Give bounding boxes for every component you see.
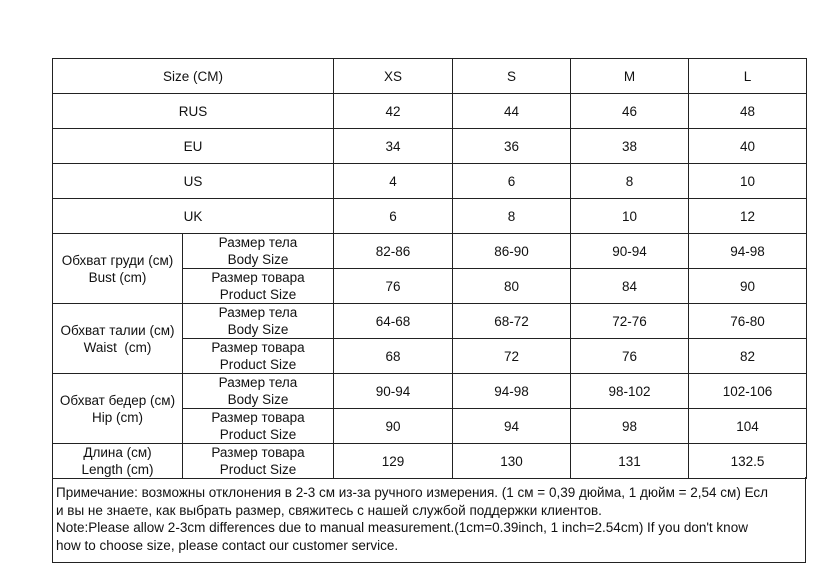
note-line-ru-1: Примечание: возможны отклонения в 2-3 см из-за ручного измерения. (1 см = 0,39 дюйма, 1 дюйм = 2,54 см) Есл [56, 485, 769, 500]
table-cell: 46 [571, 94, 689, 129]
table-cell: 44 [453, 94, 571, 129]
body-size-label-ru: Размер тела [218, 375, 298, 390]
size-label-cell: Size (CM) [53, 59, 334, 94]
table-cell: 132.5 [689, 444, 807, 479]
product-size-label-en: Product Size [219, 287, 297, 302]
waist-label-ru: Обхват талии (см) [60, 322, 175, 338]
body-size-label-en: Body Size [227, 392, 289, 407]
table-cell: 76 [334, 269, 453, 304]
waist-label [53, 304, 183, 374]
body-size-label-en: Body Size [227, 322, 289, 337]
product-size-label [183, 444, 334, 479]
table-cell: 4 [334, 164, 453, 199]
table-cell: 104 [689, 409, 807, 444]
product-size-label-ru: Размер товара [211, 410, 305, 425]
table-cell: 38 [571, 129, 689, 164]
table-cell: 8 [571, 164, 689, 199]
table-row-length-product [53, 444, 807, 479]
table-cell: 68 [334, 339, 453, 374]
table-cell: 64-68 [334, 304, 453, 339]
bust-label-en: Bust (cm) [88, 269, 147, 285]
table-cell: 40 [689, 129, 807, 164]
bust-label-ru: Обхват груди (см) [61, 252, 174, 268]
table-row-uk [53, 199, 807, 234]
table-cell: 90-94 [334, 374, 453, 409]
table-cell: 82 [689, 339, 807, 374]
hip-label-en: Hip (cm) [92, 409, 143, 425]
body-size-label [183, 374, 334, 409]
product-size-label [183, 339, 334, 374]
table-cell: 98-102 [571, 374, 689, 409]
table-cell: 94-98 [453, 374, 571, 409]
length-label-ru: Длина (см) [83, 445, 152, 460]
region-label-rus: RUS [53, 94, 334, 129]
table-row-waist-body [53, 304, 807, 339]
product-size-label-en: Product Size [219, 357, 297, 372]
size-m-header: M [571, 59, 689, 94]
body-size-label [183, 234, 334, 269]
table-cell: 6 [453, 164, 571, 199]
table-cell: 131 [571, 444, 689, 479]
table-row-rus [53, 94, 807, 129]
table-cell: 84 [571, 269, 689, 304]
length-label-en: Length (cm) [81, 462, 154, 477]
table-row-bust-body [53, 234, 807, 269]
table-row-us [53, 164, 807, 199]
product-size-label-en: Product Size [219, 427, 297, 442]
table-cell: 94-98 [689, 234, 807, 269]
body-size-label-en: Body Size [227, 252, 289, 267]
table-cell: 68-72 [453, 304, 571, 339]
length-label [53, 444, 183, 479]
table-cell: 36 [453, 129, 571, 164]
table-cell: 90 [334, 409, 453, 444]
product-size-label-ru: Размер товара [211, 270, 305, 285]
size-l-header: L [689, 59, 807, 94]
table-row-eu [53, 129, 807, 164]
table-cell: 94 [453, 409, 571, 444]
product-size-label-ru: Размер товара [211, 340, 305, 355]
size-xs-header: XS [334, 59, 453, 94]
note-line-en-2: how to choose size, please contact our customer service. [56, 537, 399, 553]
table-cell: 90 [689, 269, 807, 304]
table-cell: 10 [689, 164, 807, 199]
body-size-label-ru: Размер тела [218, 235, 298, 250]
table-cell: 102-106 [689, 374, 807, 409]
hip-label [53, 374, 183, 444]
product-size-label-ru: Размер товара [211, 445, 305, 460]
note-line-en-1: Note:Please allow 2-3cm differences due to manual measurement.(1cm=0.39inch, 1 inch=2.54cm) If you don't know [56, 520, 748, 535]
product-size-label [183, 269, 334, 304]
table-cell: 42 [334, 94, 453, 129]
table-cell: 72-76 [571, 304, 689, 339]
size-s-header: S [453, 59, 571, 94]
measurement-note [52, 477, 806, 563]
product-size-label [183, 409, 334, 444]
table-cell: 98 [571, 409, 689, 444]
table-cell: 80 [453, 269, 571, 304]
table-cell: 34 [334, 129, 453, 164]
table-cell: 86-90 [453, 234, 571, 269]
table-cell: 10 [571, 199, 689, 234]
table-cell: 12 [689, 199, 807, 234]
table-cell: 129 [334, 444, 453, 479]
table-cell: 72 [453, 339, 571, 374]
note-line-ru-2: и вы не знаете, как выбрать размер, свяжитесь с нашей службой поддержки клиентов. [56, 502, 602, 518]
body-size-label [183, 304, 334, 339]
body-size-label-ru: Размер тела [218, 305, 298, 320]
size-chart-table [52, 58, 807, 479]
region-label-uk: UK [53, 199, 334, 234]
table-cell: 8 [453, 199, 571, 234]
table-cell: 90-94 [571, 234, 689, 269]
region-label-us: US [53, 164, 334, 199]
table-cell: 76-80 [689, 304, 807, 339]
hip-label-ru: Обхват бедер (см) [59, 392, 176, 408]
region-label-eu: EU [53, 129, 334, 164]
table-cell: 130 [453, 444, 571, 479]
table-cell: 6 [334, 199, 453, 234]
product-size-label-en: Product Size [219, 462, 297, 477]
table-cell: 76 [571, 339, 689, 374]
table-cell: 48 [689, 94, 807, 129]
table-row-hip-body [53, 374, 807, 409]
bust-label [53, 234, 183, 304]
table-cell: 82-86 [334, 234, 453, 269]
header-row [53, 59, 807, 94]
waist-label-en: Waist (cm) [83, 339, 152, 355]
